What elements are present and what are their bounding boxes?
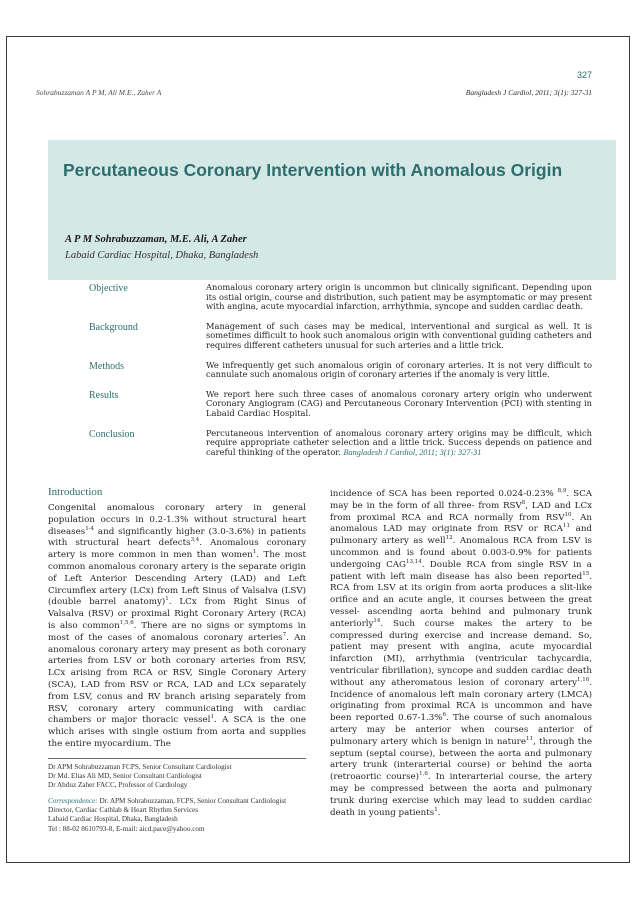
abstract-label: Conclusion bbox=[89, 428, 135, 440]
correspondence-name: Dr. APM Sohrabuzzaman, FCPS, Senior Consultant Cardiologist bbox=[97, 797, 287, 805]
abstract-text: Management of such cases may be medical, interventional and surgical as well. It is sometimes difficult to hook such anomalous origin with conventional guiding catheters and requires different catheters unusual for such arteries and a little trick. bbox=[206, 320, 592, 350]
body-column-left: Congenital anomalous coronary artery in general population occurs in 0.2-1.3% without structural heart diseases$^{1-4}$ and significantly higher (3.0-3.6%) in patients with structural heart defects$^{3,4}$. Anomalous coronary artery is more common in men than women$^1$. The most common anomalous coronary artery is the separate origin of Left Anterior Descending Artery (LAD) and Left Circumflex artery (LCx) from Left Sinus of Valsalva (LSV) (double barrel anatomy)$^1$. LCx from Right Sinus of Valsalva (RSV) or proximal Right Coronary Artery (RCA) is also common$^{1,5,6}$. There are no signs or symptoms in most of the cases of anomalous coronary arteries$^7$. An anomalous coronary artery may present as both coronary arteries from LSV or both coronary arteries from RSV, LCx arising from RCA or RSV, Single Coronary Artery (SCA), LAD from RSV or RCA, LAD and LCx separately from LSV, conus and RV branch arising separately from RSV, coronary artery communicating with cardiac chambers or major thoracic vessel$^1$. A SCA is the one which arises with single ostium from aorta and supplies the entire myocardium. The bbox=[48, 503, 307, 749]
affiliation: Labaid Cardiac Hospital, Dhaka, Bangladesh bbox=[65, 250, 259, 261]
abstract-text bbox=[206, 429, 592, 458]
abstract-text: We report here such three cases of anomalous coronary artery origin who underwent Coronary Angiogram (CAG) and Percutaneous Coronary Intervention (PCI) with stenting in Labaid Cardiac Hospital. bbox=[206, 388, 592, 418]
abstract-conclusion bbox=[89, 429, 592, 458]
section-heading-introduction: Introduction bbox=[48, 486, 103, 498]
structured-abstract bbox=[89, 283, 592, 467]
abstract-label: Results bbox=[89, 389, 119, 401]
author-footnotes bbox=[48, 763, 306, 791]
correspondence-footnote bbox=[48, 797, 306, 834]
abstract-text: Anomalous coronary artery origin is uncommon but clinically significant. Depending upon its ostial origin, course and distribution, such patient may be asymptomatic or may present with angina, acute myocardial infarction, arrhythmia, syncope and sudden cardiac death. bbox=[206, 282, 592, 312]
footnote-line bbox=[48, 797, 306, 806]
footnote-line: Director, Cardiac Cathlab & Heart Rhythm Services bbox=[48, 806, 199, 815]
footnote-line: Labaid Cardiac Hospital, Dhaka, Bangladesh bbox=[48, 815, 178, 824]
abstract-text: We infrequently get such anomalous origin of coronary arteries. It is not very difficult to cannulate such anomalous origin of coronary arteries if the anomaly is very little. bbox=[206, 359, 592, 380]
abstract-label: Background bbox=[89, 321, 138, 333]
author-list: A P M Sohrabuzzaman, M.E. Ali, A Zaher bbox=[65, 234, 247, 245]
footnote-line: Dr Abduz Zaher FACC, Professor of Cardiology bbox=[48, 781, 188, 790]
title-block bbox=[48, 140, 616, 280]
abstract-background bbox=[89, 322, 592, 351]
page-number: 327 bbox=[576, 70, 592, 80]
running-header-authors: Sohrabuzzaman A P M, Ali M.E., Zaher A bbox=[36, 88, 162, 97]
running-header bbox=[36, 88, 592, 97]
footnote-divider bbox=[48, 758, 306, 759]
abstract-methods bbox=[89, 361, 592, 380]
abstract-label: Objective bbox=[89, 283, 128, 294]
abstract-objective bbox=[89, 283, 592, 312]
footnote-line: Tel : 88-02 8610793-8, E-mail: aicd.pace@yahoo.com bbox=[48, 824, 205, 833]
abstract-label: Methods bbox=[89, 360, 124, 372]
article-title: Percutaneous Coronary Intervention with Anomalous Origin bbox=[63, 160, 563, 180]
correspondence-label: Correspondence: bbox=[48, 797, 98, 805]
footnote-line: Dr Md. Elias Ali MD, Senior Consultant Cardiologist bbox=[48, 772, 202, 781]
journal-citation: Bangladesh J Cardiol, 2011; 3(1): 327-31 bbox=[343, 447, 482, 457]
conclusion-text: Percutaneous intervention of anomalous coronary artery origins may be difficult, which require appropriate catheter selection and a little trick. Success depends on patience and careful thinking of the operator. bbox=[206, 427, 592, 457]
footnote-line: Dr APM Sohrabuzzaman FCPS, Senior Consultant Cardiologist bbox=[48, 763, 232, 771]
body-column-right: incidence of SCA has been reported 0.024-0.23% $^{8,9}$. SCA may be in the form of all three- from RSV$^8$, LAD and LCx from proximal RCA and RCA normally from RSV$^{10}$. An anomalous LAD may originate from RSV or RCA$^{11}$ and pulmonary artery as well$^{12}$. Anomalous RCA from LSV is uncommon and is found about 0.003-0.9% for patients undergoing CAG$^{13,14}$. Double RCA from single RSV in a patient with left main disease has also been reported$^{15}$. RCA from LSV at its origin from aorta produces a slit-like orifice and an acute angle, it courses between the great vessel- ascending aorta behind and pulmonary trunk anteriorly$^{14}$. Such course makes the artery to be compressed during exercise and increase demand. So, patient may present with angina, acute myocardial infarction (MI), arrhythmia (ventricular tachycardia, ventricular fibrillation), syncope and sudden cardiac death without any atheromatous lesion of coronary artery$^{1,16}$. Incidence of anomalous left main coronary artery (LMCA) originating from proximal RCA is uncommon and have been reported 0.67-1.3%$^6$. The course of such anomalous artery may be anterior when courses anterior of pulmonary artery which is benign in nature$^{11}$, through the septum (septal course), between the aorta and pulmonary artery trunk (interarterial course) or behind the aorta (retroaortic course)$^{1,6}$. In interarterial course, the artery may be compressed between the aorta and pulmonary trunk during exercise which may lead to sudden cardiac death in young patients$^1$. bbox=[330, 488, 592, 818]
abstract-results bbox=[89, 390, 592, 419]
running-header-journal: Bangladesh J Cardiol, 2011; 3(1): 327-31 bbox=[465, 88, 592, 97]
